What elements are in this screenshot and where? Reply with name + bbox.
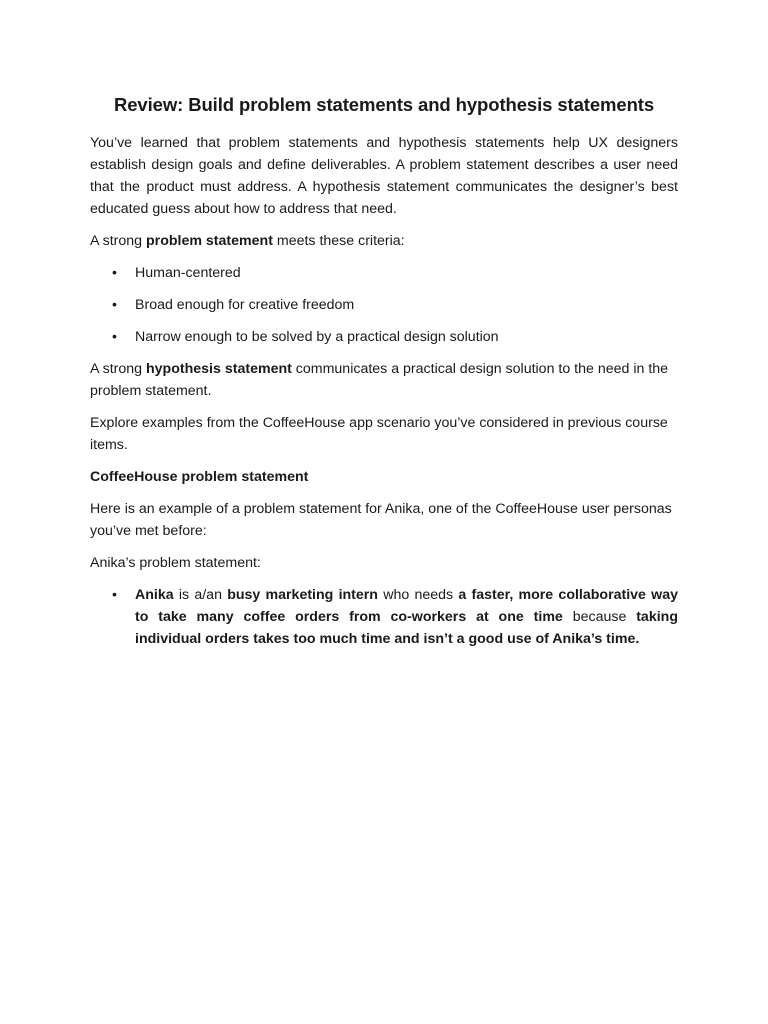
document-page	[90, 92, 678, 660]
hypothesis-lead-after: communicates a practical design solution to the need in the problem statement.	[90, 361, 669, 399]
criteria-list	[90, 262, 678, 348]
criteria-list-item	[90, 326, 678, 348]
example-text-2: who needs	[377, 587, 459, 603]
bullet-icon: •	[112, 587, 117, 603]
criteria-list-item	[90, 294, 678, 316]
criteria-item-text: Broad enough for creative freedom	[135, 297, 355, 313]
example-role: busy marketing intern	[227, 587, 378, 603]
example-label: Anika’s problem statement:	[90, 555, 261, 571]
criteria-list-item	[90, 262, 678, 284]
criteria-item-text: Narrow enough to be solved by a practical design solution	[135, 329, 499, 345]
bullet-icon: •	[112, 329, 117, 345]
bullet-icon: •	[112, 265, 117, 281]
example-need: a faster, more collaborative way to take many coffee orders from co-workers at one time	[135, 587, 678, 625]
hypothesis-lead-bold: hypothesis statement	[146, 361, 292, 377]
example-text-3: because	[562, 609, 637, 625]
hypothesis-lead-paragraph	[90, 358, 678, 402]
hypothesis-lead-before: A strong	[90, 361, 146, 377]
criteria-lead-before: A strong	[90, 233, 146, 249]
example-reason: taking individual orders takes too much time and isn’t a good use of Anika’s time.	[135, 609, 678, 647]
criteria-lead-paragraph	[90, 230, 678, 252]
section-heading	[90, 466, 678, 488]
example-list-item	[90, 584, 678, 650]
document-title: Review: Build problem statements and hypothesis statements	[113, 94, 655, 115]
example-text-1: is a/an	[173, 587, 228, 603]
criteria-item-text: Human-centered	[135, 265, 241, 281]
example-intro-paragraph: Here is an example of a problem statement for Anika, one of the CoffeeHouse user personas you’ve met before:	[90, 501, 672, 539]
criteria-lead-bold: problem statement	[146, 233, 273, 249]
bullet-icon: •	[112, 297, 117, 313]
intro-paragraph: You’ve learned that problem statements and hypothesis statements help UX designers establish design goals and define deliverables. A problem statement describes a user need that the product must address. A hypothesis statement communicates the designer’s best educated guess about how to address that need.	[90, 135, 678, 217]
section-heading-text: CoffeeHouse problem statement	[90, 469, 309, 485]
example-name: Anika	[135, 587, 174, 603]
example-list	[90, 584, 678, 650]
criteria-lead-after: meets these criteria:	[272, 233, 405, 249]
explore-paragraph: Explore examples from the CoffeeHouse app scenario you’ve considered in previous course items.	[90, 415, 668, 453]
